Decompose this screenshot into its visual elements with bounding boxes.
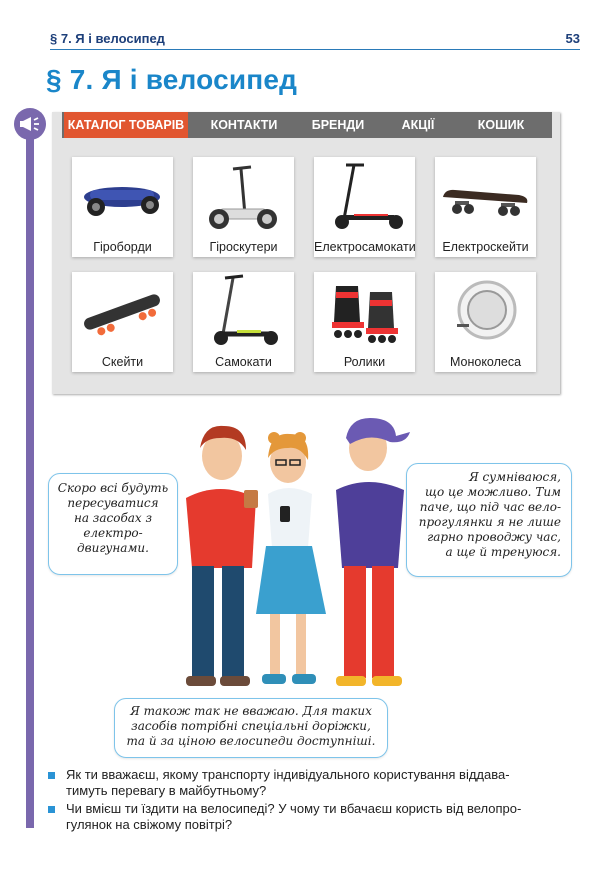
catalog-card-label: Скейти (101, 355, 144, 369)
speech-bubble-right (406, 463, 572, 577)
boy-right-figure (336, 418, 410, 686)
bubble-left-line: електро- (83, 526, 143, 540)
nav-item-cart[interactable]: КОШИК (477, 118, 525, 132)
roller-skates-icon (314, 272, 415, 352)
hoverboard-icon (72, 157, 173, 237)
question-line: тимуть перевагу в майбутньому? (66, 783, 267, 798)
boy-left-figure (186, 426, 258, 686)
catalog-card-label: Електроскейти (442, 240, 529, 254)
question-2 (66, 801, 586, 833)
page-title: § 7. Я і велосипед (46, 64, 298, 95)
skateboard-icon (72, 272, 173, 352)
nav-item-sales[interactable]: АКЦІЇ (401, 118, 435, 132)
bubble-left-line: на засобах з (73, 511, 153, 525)
electric-skateboard-icon (435, 157, 536, 237)
catalog-card-escooters[interactable] (314, 157, 415, 257)
speech-bubble-bottom (114, 698, 388, 758)
catalog-card-label: Ролики (343, 355, 386, 369)
bubble-left-line: Скоро всі будуть (57, 481, 169, 495)
bubble-right-line: а ще й тренуюся. (445, 545, 561, 559)
catalog-card-monowheels[interactable] (435, 272, 536, 372)
question-line: Чи вмієш ти їздити на велосипеді? У чому ти вбачаєш користь від велопро- (66, 801, 522, 816)
speech-bubble-left (48, 473, 178, 575)
catalog-card-gyroscooters[interactable] (193, 157, 294, 257)
bubble-bottom-line: Я також так не вважаю. Для таких (130, 704, 372, 718)
catalog-card-rollers[interactable] (314, 272, 415, 372)
catalog-card-kickscooters[interactable] (193, 272, 294, 372)
catalog-card-hoverboards[interactable] (72, 157, 173, 257)
bubble-right-line: Я сумніваюся, (468, 470, 561, 484)
girl-figure (256, 432, 326, 684)
sidebar-stripe (26, 138, 34, 828)
question-bullet (48, 806, 55, 813)
megaphone-icon (14, 108, 46, 140)
bubble-bottom-line: засобів потрібні спеціальні доріжки, (131, 719, 371, 733)
catalog-card-eskateboards[interactable] (435, 157, 536, 257)
question-line: гулянок на свіжому повітрі? (66, 817, 233, 832)
catalog-card-label: Гіроскутери (209, 240, 278, 254)
catalog-card-label: Електросамокати (314, 240, 416, 254)
catalog-card-skateboards[interactable] (72, 272, 173, 372)
teens-illustration (160, 418, 420, 698)
catalog-card-label: Гіроборди (93, 240, 152, 254)
question-line: Як ти вважаєш, якому транспорту індивідуального користування віддава- (66, 767, 510, 782)
bubble-bottom-line: та й за ціною велосипеди доступніші. (126, 734, 376, 748)
running-header-title: § 7. Я і велосипед (50, 31, 165, 46)
bubble-right-line: гарно проводжу час, (427, 530, 561, 544)
running-header (50, 29, 580, 50)
monowheel-icon (435, 272, 536, 352)
catalog-card-label: Моноколеса (449, 355, 522, 369)
bubble-left-line: двигунами. (77, 541, 149, 555)
catalog-card-label: Самокати (215, 355, 272, 369)
kick-scooter-icon (193, 272, 294, 352)
question-1 (66, 767, 586, 799)
catalog-nav (62, 112, 552, 138)
bubble-right-line: що це можливо. Тим (424, 485, 561, 499)
nav-item-brands[interactable]: БРЕНДИ (311, 118, 365, 132)
bubble-left-line: пересуватися (67, 496, 159, 510)
gyroscooter-icon (193, 157, 294, 237)
nav-item-catalog[interactable]: КАТАЛОГ ТОВАРІВ (64, 112, 188, 138)
bubble-right-line: паче, що під час вело- (419, 500, 561, 514)
page-number: 53 (565, 31, 580, 46)
bubble-right-line: прогулянки я не лише (418, 515, 561, 529)
nav-item-contacts[interactable]: КОНТАКТИ (210, 118, 278, 132)
question-bullet (48, 772, 55, 779)
electric-scooter-icon (314, 157, 415, 237)
